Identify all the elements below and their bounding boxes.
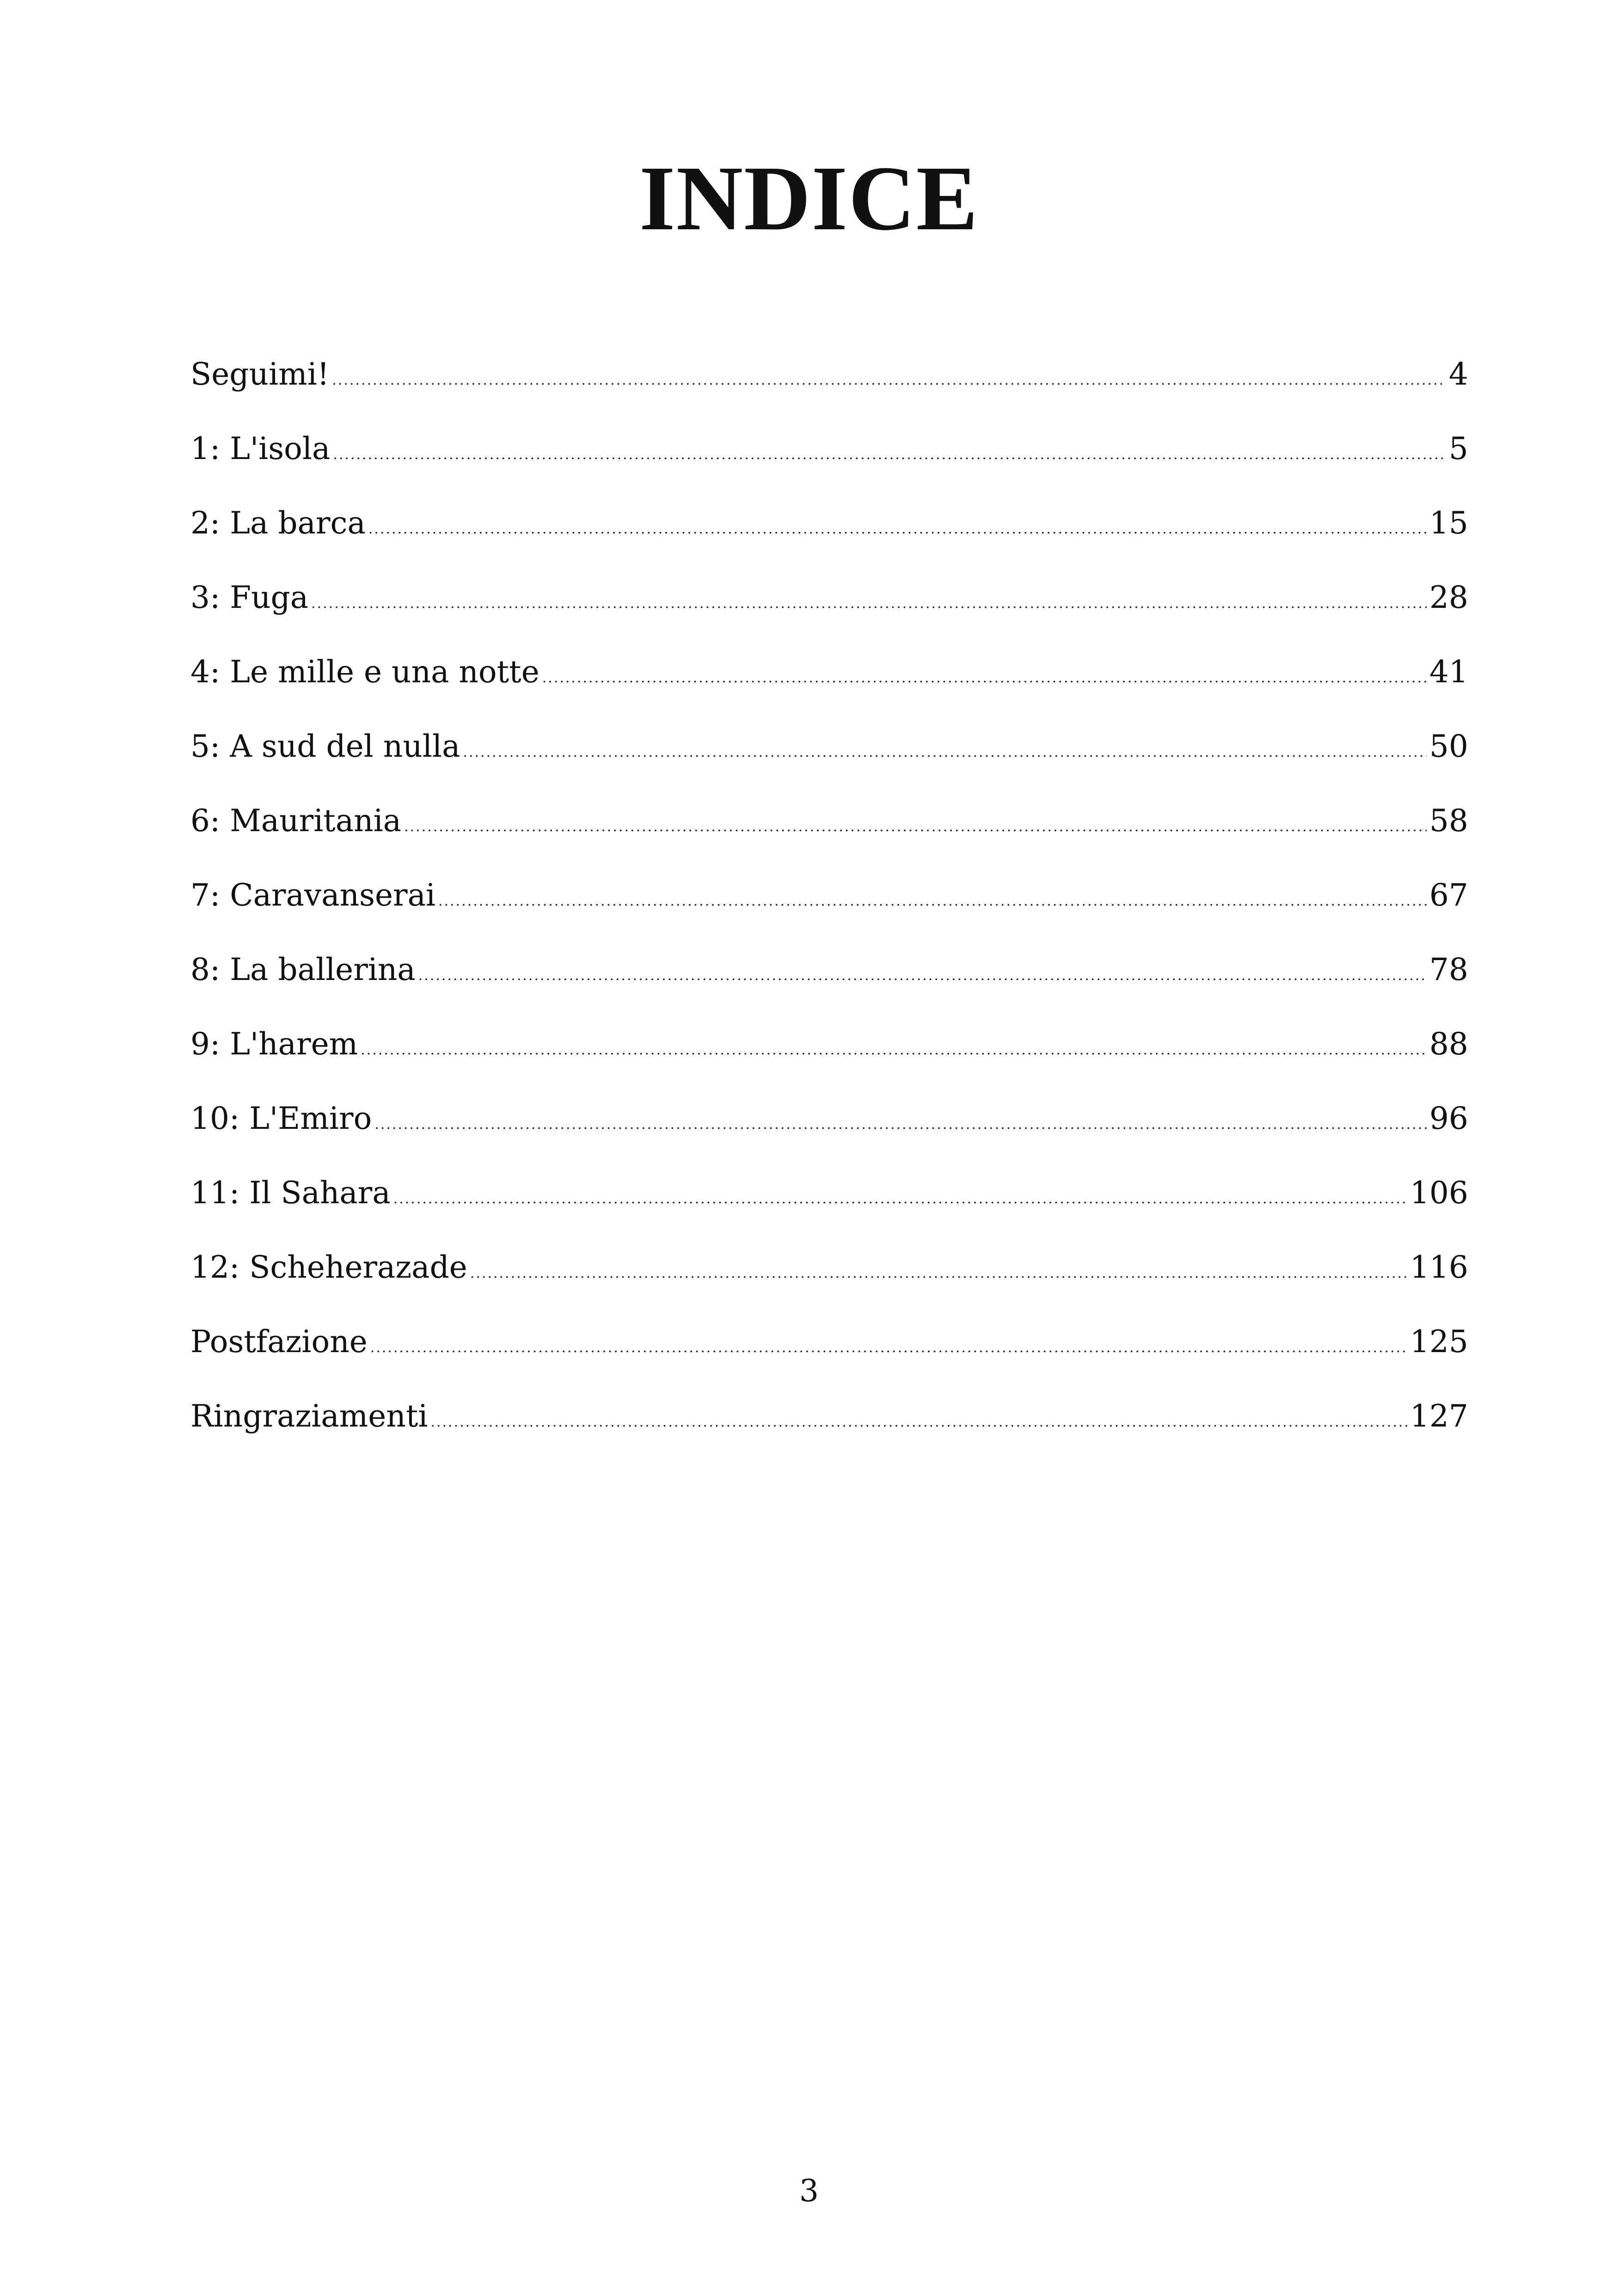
toc-entry[interactable] <box>190 1100 1468 1175</box>
toc-entry-label: Seguimi! <box>190 356 330 392</box>
toc-entry[interactable] <box>190 728 1468 802</box>
toc-entry-label: 3: Fuga <box>190 580 309 615</box>
toc-entry-page: 116 <box>1410 1249 1468 1285</box>
toc-entry[interactable] <box>190 579 1468 654</box>
toc-entry[interactable] <box>190 1398 1468 1472</box>
toc-entry[interactable] <box>190 951 1468 1026</box>
toc-entry-label: 4: Le mille e una notte <box>190 654 539 690</box>
toc-dot-leader <box>361 1032 1427 1069</box>
toc-entry-label: 9: L'harem <box>190 1026 358 1062</box>
toc-entry[interactable] <box>190 1323 1468 1398</box>
toc-entry[interactable] <box>190 430 1468 505</box>
toc-dot-leader <box>333 436 1446 473</box>
toc-entry[interactable] <box>190 1026 1468 1100</box>
toc-entry-label: 6: Mauritania <box>190 803 402 839</box>
toc-dot-leader <box>404 808 1427 845</box>
toc-entry-label: 2: La barca <box>190 505 366 541</box>
toc-dot-leader <box>332 362 1446 399</box>
toc-entry-label: 12: Scheherazade <box>190 1249 467 1285</box>
toc-entry-page: 125 <box>1410 1324 1468 1359</box>
toc-entry-page: 58 <box>1429 803 1468 839</box>
toc-entry-page: 5 <box>1449 431 1468 466</box>
toc-dot-leader <box>470 1255 1407 1292</box>
page-title: INDICE <box>639 147 979 250</box>
page-number: 3 <box>799 2173 819 2209</box>
toc-entry-label: 5: A sud del nulla <box>190 729 460 764</box>
toc-dot-leader <box>311 585 1427 622</box>
table-of-contents <box>190 356 1468 1472</box>
toc-dot-leader <box>542 660 1427 697</box>
toc-entry[interactable] <box>190 1249 1468 1323</box>
toc-entry[interactable] <box>190 654 1468 728</box>
toc-entry-page: 28 <box>1429 580 1468 615</box>
toc-entry-label: 1: L'isola <box>190 431 331 466</box>
toc-entry-page: 88 <box>1429 1026 1468 1062</box>
toc-entry[interactable] <box>190 505 1468 579</box>
toc-dot-leader <box>418 957 1427 994</box>
toc-entry-label: 11: Il Sahara <box>190 1175 391 1211</box>
toc-entry-label: 8: La ballerina <box>190 952 416 987</box>
toc-entry-label: 7: Caravanserai <box>190 877 436 913</box>
toc-dot-leader <box>463 734 1427 771</box>
toc-entry-page: 67 <box>1429 877 1468 913</box>
toc-dot-leader <box>374 1106 1427 1143</box>
toc-entry[interactable] <box>190 802 1468 877</box>
toc-entry-page: 106 <box>1410 1175 1468 1211</box>
toc-entry-label: 10: L'Emiro <box>190 1101 372 1136</box>
toc-entry[interactable] <box>190 356 1468 430</box>
toc-entry-page: 41 <box>1429 654 1468 690</box>
toc-entry-page: 127 <box>1410 1398 1468 1434</box>
toc-dot-leader <box>430 1404 1407 1441</box>
toc-entry-page: 96 <box>1429 1101 1468 1136</box>
toc-entry-page: 15 <box>1429 505 1468 541</box>
toc-entry-label: Postfazione <box>190 1324 368 1359</box>
toc-entry[interactable] <box>190 877 1468 951</box>
toc-entry-page: 50 <box>1429 729 1468 764</box>
toc-dot-leader <box>370 1329 1407 1366</box>
toc-entry[interactable] <box>190 1175 1468 1249</box>
toc-entry-label: Ringraziamenti <box>190 1398 428 1434</box>
toc-dot-leader <box>368 511 1427 548</box>
toc-entry-page: 78 <box>1429 952 1468 987</box>
toc-entry-page: 4 <box>1449 356 1468 392</box>
toc-dot-leader <box>393 1181 1407 1218</box>
toc-dot-leader <box>438 883 1427 920</box>
